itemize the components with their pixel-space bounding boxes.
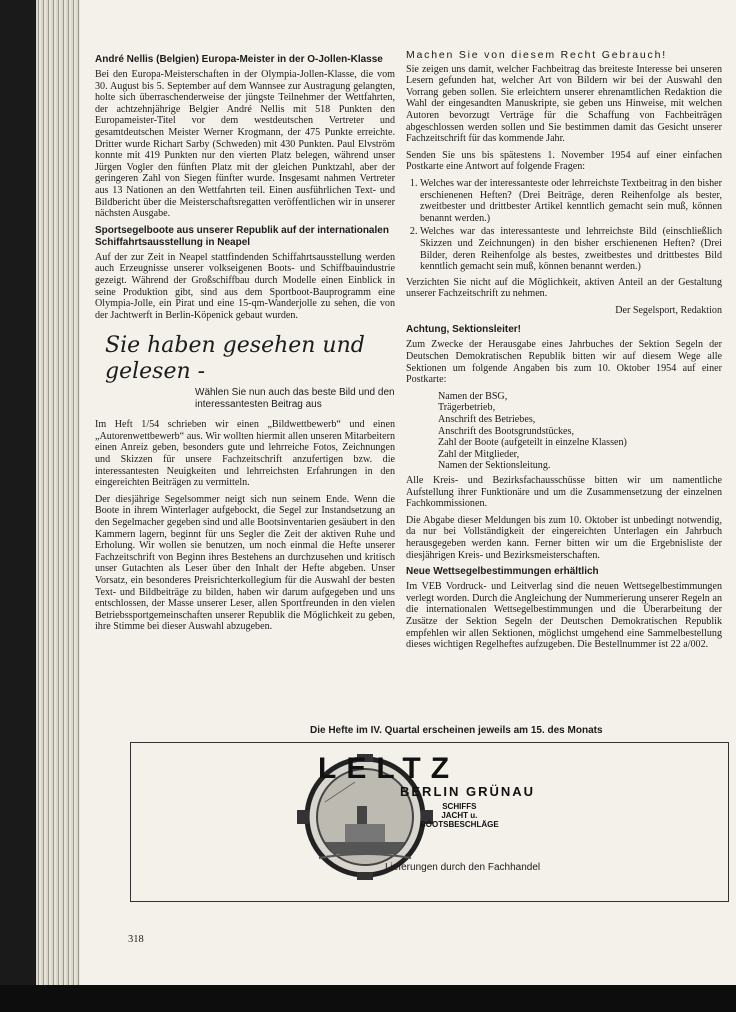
question-list	[406, 178, 722, 273]
article-title-nellis: André Nellis (Belgien) Europa-Meister in der O-Jollen-Klasse	[95, 54, 383, 65]
list-item: Zahl der Boote (aufgeteilt in einzelne Klassen)	[438, 437, 627, 449]
right-column	[406, 50, 722, 656]
recht-paragraph-3: Verzichten Sie nicht auf die Möglichkeit, aktiven Anteil an der Gestaltung unserer Fachzeitschrift zu nehmen.	[406, 276, 722, 300]
product-tag	[420, 802, 499, 829]
list-item: Anschrift des Betriebes,	[438, 414, 536, 426]
info-list	[438, 391, 722, 472]
list-item: Trägerbetrieb,	[438, 402, 496, 414]
sektion-paragraph-3: Die Abgabe dieser Meldungen bis zum 10. Oktober ist unbedingt notwendig, da nur bei Vollständigkeit der eingereichten Unterlagen ein Jahrbuch herausgegeben werden kann. Ferner bitten wir um die Ergebnisliste der diesjährigen Kreis- und Bezirksmeisterschaften.	[406, 514, 722, 561]
contest-paragraph-2: Der diesjährige Segelsommer neigt sich nun seinem Ende. Wenn die Boote in ihrem Winterlager aufgebockt, die Segel zur Instandsetzung an den Segelmacher gegeben sind und alle Bootsinventarien gesäubert in den Kammern lagern, beginnt für uns Segler die Zeit der aktiven Ruhe und Erholung. Wir wollen sie benutzen, um noch einmal die Hefte unserer Fachzeitschrift von Beginn ihres Bestehens an durchzusehen und kritisch unser Gutachten als Leser über den Inhalt der Hefte abgeben. Unser Vorsatz, ein besonderes Preisrichterkollegium für die Auswahl der besten Text- und Bildbeiträge zu bilden, haben wir darum aufgegeben und uns entschlossen, der Masse unserer Leser, allen Sportfreunden in den vielen Betriebssportgemeinschaften unserer Republik die Möglichkeit zu geben, ihre Stimme bei dieser Auswahl abzugeben.	[95, 493, 395, 633]
scan-border	[0, 985, 736, 1012]
list-item: Zahl der Mitglieder,	[438, 448, 520, 460]
page-number: 318	[128, 934, 144, 945]
section-heading-wettsegel: Neue Wettsegelbestimmungen erhältlich	[406, 566, 599, 578]
list-item: Namen der Sektionsleitung.	[438, 460, 551, 472]
recht-paragraph-2: Senden Sie uns bis spätestens 1. November 1954 auf einer einfachen Postkarte eine Antwort auf folgende Fragen:	[406, 149, 722, 173]
article-body-nellis: Bei den Europa-Meisterschaften in der Olympia-Jollen-Klasse, die vom 30. August bis 5. September auf dem Wannsee zur Austragung gelangten, holte sich überraschenderweise der jüngste Teilnehmer der Wettfahrten, der achtzehnjährige Belgier André Nellis mit 518 Punkten den Europameister-Titel vor dem westdeutschen Vertreter und gesamtdeutschen Meister Werner Krogmann, der 475 Punkte erreichte. Dritter wurde Richart Sarby (Schweden) mit 430 Punkten. Paul Elvström konnte mit 419 Punkten nur den vierten Platz belegen, während unser Jürgen Vogler den fünften Platz mit der gleichen Punktzahl, aber der geringeren Zahl von Siegen fünfter wurde. Insgesamt nahmen Vertreter aus 13 Nationen an den Wettfahrten teil. Einen ausführlichen Text- und Bildbericht über die Meisterschaftsregatten veröffentlichen wir in unserer nächsten Ausgabe.	[95, 69, 395, 220]
wettsegel-paragraph: Im VEB Vordruck- und Leitverlag sind die neuen Wettsegelbestimmungen verlegt worden. Durch die Angleichung der Nummerierung unserer Regeln an die internationalen Wettsegelbestimmungen und die Überarbeitung der Zusätze der Sektion Segeln der Deutschen Demokratischen Republik empfehlen wir allen Sektionen, möglichst umgehend eine Sammelbestellung dieses wichtigen Regelheftes aufzugeben. Die Bestellnummer ist 22 a/002.	[406, 581, 722, 651]
product-tag-line: SCHIFFS	[442, 802, 477, 811]
question-item: 2. Welches war das interessanteste und lehrreichste Bild (einschließlich Skizzen und Zeichnungen) in den bisher erschienenen Heften? (Drei Bilder, deren Reihenfolge als bestes, zweitbestes und drittbestes Bild kenntlich gemacht sein muß, können benannt werden.)	[420, 226, 722, 272]
brand-location: BERLIN GRÜNAU	[400, 784, 536, 799]
question-item: 1. Welches war der interessanteste oder lehrreichste Textbeitrag in den bisher erschienenen Heften? (Drei Beiträge, deren Reihenfolge als bester, zweitbester und drittbester Artikel kenntlich gemacht sein muß, können benannt werden.)	[420, 178, 722, 224]
list-item: Anschrift des Bootsgrundstückes,	[438, 425, 574, 437]
product-tag-line: BOOTSBESCHLÄGE	[420, 820, 499, 829]
contest-heading: Sie haben gesehen und gelesen -	[105, 333, 365, 385]
article-title-neapel: Sportsegelboote aus unserer Republik auf der internationalen Schiffahrtsausstellung in Neapel	[95, 224, 389, 248]
left-column	[95, 54, 395, 638]
article-body-neapel: Auf der zur Zeit in Neapel stattfindenden Schiffahrtsausstellung werden auch Erzeugnisse unserer volkseigenen Boots- und Schiffbauindustrie gezeigt. Während der Großschiffbau durch Modelle einen Einblick in seine Produktion gibt, sind aus dem Sportboot-Bauprogramm eine Olympia-Jolle, ein Pirat und eine 15-qm-Wanderjolle zu sehen, die von der Jachtwerft in Berlin-Köpenick gebaut wurden.	[95, 251, 395, 321]
sektion-paragraph-2: Alle Kreis- und Bezirksfachausschüsse bitten wir um namentliche Aufstellung ihrer Funktionäre und um die Zusammensetzung der einzelnen Fachkommissionen.	[406, 475, 722, 510]
brand-logo-leltz: LELTZ	[318, 752, 460, 785]
list-item: Namen der BSG,	[438, 390, 508, 402]
recht-heading: Machen Sie von diesem Recht Gebrauch!	[406, 49, 667, 61]
section-heading-sektionsleiter: Achtung, Sektionsleiter!	[406, 324, 522, 336]
page-edges	[36, 0, 80, 985]
sektion-paragraph-1: Zum Zwecke der Herausgabe eines Jahrbuches der Sektion Segeln der Deutschen Demokratischen Republik bitten wir auf diesem Wege alle Sektionen um folgende Angaben bis zum 10. Oktober 1954 auf einer Postkarte:	[406, 339, 722, 386]
recht-paragraph-1: Sie zeigen uns damit, welcher Fachbeitrag das breiteste Interesse bei unseren Lesern gefunden hat, welcher Art von Bildern wir bei der Auswahl den Vorrang geben sollen. Sie erleichtern unserer ehrenamtlichen Redaktion die Wahl der eingesandten Manuskripte, sie geben uns Hinweise, mit welchen Autoren bevorzugt Verträge für die Schaffung von Fachbeiträgen abgeschlossen werden sollen und Sie bestimmen damit das Gesicht unserer Fachzeitschrift für das kommende Jahr.	[406, 63, 722, 145]
contest-paragraph-1: Im Heft 1/54 schrieben wir einen „Bildwettbewerb“ und einen „Autorenwettbewerb“ aus. Wir wollten hiermit allen unseren Mitarbeitern einen Anreiz geben, besonders gute und lehrreiche Fotos, Zeichnungen und Skizzen für unsere Fachzeitschrift anzufertigen bzw. die interessantesten Neuigkeiten und lehrreichsten Erfahrungen in den eingereichten Beiträgen zu vermitteln.	[95, 419, 395, 489]
product-tag-line: JACHT u.	[441, 811, 478, 820]
issue-schedule-note: Die Hefte im IV. Quartal erscheinen jeweils am 15. des Monats	[310, 725, 603, 736]
ad-delivery-note: Lieferungen durch den Fachhandel	[385, 862, 541, 873]
contest-subheading: Wählen Sie nun auch das beste Bild und den interessantesten Beitrag aus	[195, 387, 395, 411]
editorial-signature: Der Segelsport, Redaktion	[615, 304, 722, 316]
